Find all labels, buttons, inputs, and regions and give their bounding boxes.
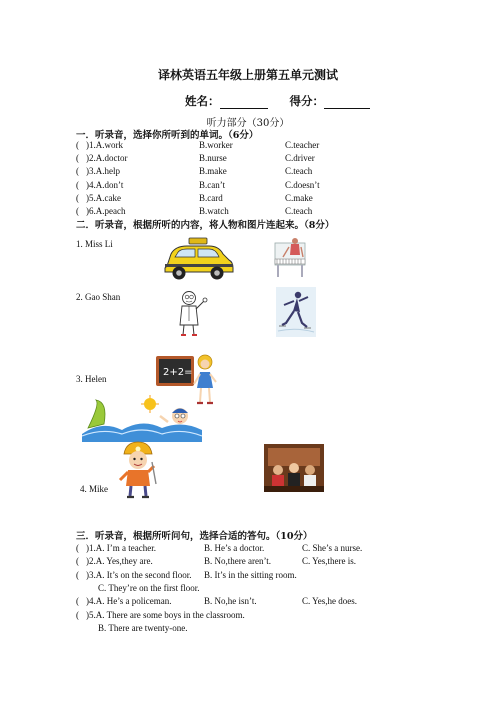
name-score-row (185, 93, 370, 109)
option-b: B. He’s a doctor. (204, 543, 265, 553)
option-a: )4.A. He’s a policeman. (86, 596, 172, 607)
person-mike: 4. Mike (80, 484, 108, 494)
passengers-picture[interactable] (264, 444, 324, 492)
section3-item (76, 543, 436, 555)
doctor-picture[interactable] (177, 289, 211, 337)
option-a: )5.A.cake (86, 192, 121, 203)
answer-bracket[interactable]: ( (76, 569, 79, 580)
board-text: 2+2= (163, 367, 193, 378)
page-title: 译林英语五年级上册第五单元测试 (157, 68, 338, 82)
option-b: B.can’t (199, 179, 226, 190)
option-a: )3.A.help (86, 166, 120, 177)
option-b: B. No,there aren’t. (204, 556, 272, 567)
option-c: C.teach (285, 166, 313, 177)
skater-picture[interactable] (276, 287, 316, 337)
option-c: C. She’s a nurse. (302, 543, 363, 553)
option-c: C. Yes,there is. (302, 556, 357, 567)
option-c: C.driver (285, 153, 315, 164)
option-b: B.card (199, 192, 223, 203)
section3-item (76, 583, 436, 595)
option-a: )4.A.don’t (86, 179, 124, 190)
section3-item (76, 610, 436, 622)
listening-part-label: 听力部分（30分） (206, 118, 290, 129)
option-a: )2.A.doctor (86, 153, 128, 164)
answer-bracket[interactable]: ( (76, 192, 79, 203)
score-label: 得分： (289, 94, 325, 108)
answer-bracket[interactable]: ( (76, 140, 79, 150)
answer-bracket[interactable]: ( (76, 556, 79, 567)
option-b: B. It’s in the sitting room. (204, 569, 297, 580)
option-c: C.doesn’t (285, 179, 320, 190)
option-c: C.make (285, 192, 313, 203)
section3-item (76, 596, 436, 608)
option-b: B.worker (199, 140, 233, 150)
section1-item (76, 166, 436, 178)
option-b: B.watch (199, 206, 229, 216)
section1-heading: 一．听录音，选择你所听到的单词。（6分） (76, 130, 259, 141)
option-a: )6.A.peach (86, 206, 126, 216)
answer-bracket[interactable]: ( (76, 179, 79, 190)
section1-item (76, 140, 436, 152)
section1-item (76, 153, 436, 165)
section3-item (76, 623, 436, 635)
answer-bracket[interactable]: ( (76, 596, 79, 607)
swimmer-picture[interactable] (82, 394, 202, 442)
person-gao-shan: 2. Gao Shan (76, 292, 121, 302)
option-b: B.nurse (199, 153, 227, 164)
person-helen: 3. Helen (76, 374, 107, 384)
option-a: )1.A. I’m a teacher. (86, 543, 156, 553)
option-a: )3.A. It’s on the second floor. (86, 569, 192, 580)
answer-bracket[interactable]: ( (76, 206, 79, 216)
option-b: B.make (199, 166, 227, 177)
option-b: B. No,he isn’t. (204, 596, 257, 607)
option-a: C. They’re on the first floor. (98, 582, 200, 593)
answer-bracket[interactable]: ( (76, 166, 79, 177)
option-a: B. There are twenty-one. (98, 622, 188, 633)
section1-item (76, 193, 436, 205)
option-a: )2.A. Yes,they are. (86, 556, 153, 567)
section3-heading: 三．听录音，根据所听问句，选择合适的答句。（10分） (76, 531, 313, 542)
option-a: )5.A. There are some boys in the classroom. (86, 609, 245, 620)
taxi-picture[interactable] (161, 236, 235, 282)
section2-heading: 二．听录音，根据所听的内容，将人物和图片连起来。（8分） (76, 220, 335, 231)
name-blank[interactable] (220, 96, 268, 109)
section1-item (76, 180, 436, 192)
option-a: )1.A.work (86, 140, 123, 150)
blackboard-picture[interactable] (155, 355, 195, 387)
option-c: C.teacher (285, 140, 320, 150)
piano-picture[interactable] (269, 235, 311, 280)
name-label: 姓名： (185, 94, 220, 108)
answer-bracket[interactable]: ( (76, 153, 79, 164)
answer-bracket[interactable]: ( (76, 609, 79, 620)
miner-picture[interactable] (118, 440, 158, 500)
score-blank[interactable] (324, 96, 370, 109)
answer-bracket[interactable]: ( (76, 543, 79, 553)
section3-item (76, 556, 436, 568)
section3-item (76, 570, 436, 582)
option-c: C.teach (285, 206, 313, 216)
person-miss-li: 1. Miss Li (76, 239, 113, 249)
option-c: C. Yes,he does. (302, 596, 358, 607)
